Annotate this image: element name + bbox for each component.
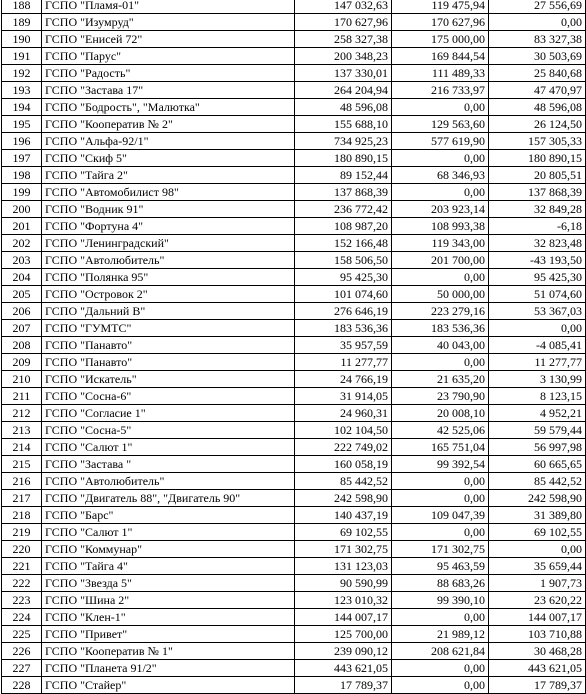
row-number-cell: 217 <box>2 490 42 507</box>
row-number-cell: 196 <box>2 133 42 150</box>
table-row <box>2 507 586 524</box>
amount-total-cell: 48 596,08 <box>295 99 392 116</box>
amount-paid-cell: 175 000,00 <box>392 31 489 48</box>
amount-balance-cell: 4 952,21 <box>489 405 586 422</box>
row-number-cell: 222 <box>2 575 42 592</box>
table-row <box>2 592 586 609</box>
amount-paid-cell: 0,00 <box>392 524 489 541</box>
row-number-cell: 211 <box>2 388 42 405</box>
cooperative-name-cell: ГСПО "Водник 91" <box>42 201 295 218</box>
table-row <box>2 218 586 235</box>
amount-paid-cell: 99 392,54 <box>392 456 489 473</box>
amount-total-cell: 89 152,44 <box>295 167 392 184</box>
row-number-cell: 201 <box>2 218 42 235</box>
amount-balance-cell: -43 193,50 <box>489 252 586 269</box>
table-row <box>2 558 586 575</box>
amount-total-cell: 137 330,01 <box>295 65 392 82</box>
amount-total-cell: 200 348,23 <box>295 48 392 65</box>
table-row <box>2 99 586 116</box>
row-number-cell: 215 <box>2 456 42 473</box>
amount-paid-cell: 0,00 <box>392 490 489 507</box>
amount-balance-cell: 32 823,48 <box>489 235 586 252</box>
amount-total-cell: 24 960,31 <box>295 405 392 422</box>
row-number-cell: 195 <box>2 116 42 133</box>
amount-paid-cell: 208 621,84 <box>392 643 489 660</box>
amount-paid-cell: 88 683,26 <box>392 575 489 592</box>
cooperative-name-cell: ГСПО "Привет" <box>42 626 295 643</box>
table-row <box>2 371 586 388</box>
amount-total-cell: 131 123,03 <box>295 558 392 575</box>
cooperative-name-cell: ГСПО "Полянка 95" <box>42 269 295 286</box>
cooperative-name-cell: ГСПО "Барс" <box>42 507 295 524</box>
table-row <box>2 439 586 456</box>
cooperative-name-cell: ГСПО "Фортуна 4" <box>42 218 295 235</box>
amount-total-cell: 125 700,00 <box>295 626 392 643</box>
row-number-cell: 228 <box>2 677 42 694</box>
table-row <box>2 235 586 252</box>
row-number-cell: 208 <box>2 337 42 354</box>
amount-total-cell: 95 425,30 <box>295 269 392 286</box>
amount-total-cell: 158 506,50 <box>295 252 392 269</box>
cooperative-name-cell: ГСПО "Искатель" <box>42 371 295 388</box>
cooperative-name-cell: ГСПО "Бодрость", "Малютка" <box>42 99 295 116</box>
table-row <box>2 133 586 150</box>
amount-balance-cell: 443 621,05 <box>489 660 586 677</box>
row-number-cell: 220 <box>2 541 42 558</box>
amount-paid-cell: 170 627,96 <box>392 14 489 31</box>
table-row <box>2 150 586 167</box>
amount-paid-cell: 216 733,97 <box>392 82 489 99</box>
amount-total-cell: 242 598,90 <box>295 490 392 507</box>
amount-paid-cell: 99 390,10 <box>392 592 489 609</box>
amount-paid-cell: 165 751,04 <box>392 439 489 456</box>
row-number-cell: 203 <box>2 252 42 269</box>
table-row <box>2 456 586 473</box>
amount-balance-cell: 20 805,51 <box>489 167 586 184</box>
cooperative-name-cell: ГСПО "Автолюбитель" <box>42 473 295 490</box>
amount-total-cell: 123 010,32 <box>295 592 392 609</box>
amount-balance-cell: 30 503,69 <box>489 48 586 65</box>
amount-balance-cell: 56 997,98 <box>489 439 586 456</box>
amount-paid-cell: 111 489,33 <box>392 65 489 82</box>
table-row <box>2 422 586 439</box>
cooperative-name-cell: ГСПО "Тайга 2" <box>42 167 295 184</box>
table-row <box>2 269 586 286</box>
table-row <box>2 643 586 660</box>
cooperative-name-cell: ГСПО "Салют 1" <box>42 439 295 456</box>
cooperative-name-cell: ГСПО "Альфа-92/1" <box>42 133 295 150</box>
row-number-cell: 188 <box>2 0 42 14</box>
amount-balance-cell: 0,00 <box>489 14 586 31</box>
amount-balance-cell: 32 849,28 <box>489 201 586 218</box>
table-row <box>2 354 586 371</box>
amount-balance-cell: 85 442,52 <box>489 473 586 490</box>
row-number-cell: 190 <box>2 31 42 48</box>
table-row <box>2 286 586 303</box>
amount-total-cell: 152 166,48 <box>295 235 392 252</box>
cooperative-name-cell: ГСПО "Застава " <box>42 456 295 473</box>
cooperative-name-cell: ГСПО "Коммунар" <box>42 541 295 558</box>
amount-paid-cell: 0,00 <box>392 150 489 167</box>
amount-balance-cell: 35 659,44 <box>489 558 586 575</box>
amount-balance-cell: 11 277,77 <box>489 354 586 371</box>
cooperative-name-cell: ГСПО "Сосна-6" <box>42 388 295 405</box>
amount-total-cell: 35 957,59 <box>295 337 392 354</box>
row-number-cell: 223 <box>2 592 42 609</box>
row-number-cell: 213 <box>2 422 42 439</box>
row-number-cell: 192 <box>2 65 42 82</box>
amount-total-cell: 90 590,99 <box>295 575 392 592</box>
table-row <box>2 252 586 269</box>
table-body <box>2 0 586 694</box>
amount-total-cell: 147 032,63 <box>295 0 392 14</box>
amount-total-cell: 443 621,05 <box>295 660 392 677</box>
amount-balance-cell: 144 007,17 <box>489 609 586 626</box>
table-row <box>2 31 586 48</box>
amount-paid-cell: 129 563,60 <box>392 116 489 133</box>
amount-paid-cell: 23 790,90 <box>392 388 489 405</box>
cooperative-name-cell: ГСПО "Панавто" <box>42 354 295 371</box>
row-number-cell: 193 <box>2 82 42 99</box>
amount-total-cell: 140 437,19 <box>295 507 392 524</box>
table-row <box>2 626 586 643</box>
amount-total-cell: 11 277,77 <box>295 354 392 371</box>
amount-total-cell: 144 007,17 <box>295 609 392 626</box>
table-row <box>2 660 586 677</box>
amount-total-cell: 171 302,75 <box>295 541 392 558</box>
amount-paid-cell: 109 047,39 <box>392 507 489 524</box>
row-number-cell: 194 <box>2 99 42 116</box>
table-row <box>2 524 586 541</box>
amount-total-cell: 85 442,52 <box>295 473 392 490</box>
cooperative-name-cell: ГСПО "Планета 91/2" <box>42 660 295 677</box>
amount-balance-cell: 51 074,60 <box>489 286 586 303</box>
row-number-cell: 204 <box>2 269 42 286</box>
amount-paid-cell: 119 343,00 <box>392 235 489 252</box>
amount-balance-cell: 0,00 <box>489 320 586 337</box>
cooperative-name-cell: ГСПО "Автолюбитель" <box>42 252 295 269</box>
table-row <box>2 184 586 201</box>
amount-paid-cell: 201 700,00 <box>392 252 489 269</box>
amount-paid-cell: 68 346,93 <box>392 167 489 184</box>
cooperative-name-cell: ГСПО "ГУМТС" <box>42 320 295 337</box>
amount-paid-cell: 183 536,36 <box>392 320 489 337</box>
amount-paid-cell: 108 993,38 <box>392 218 489 235</box>
amount-balance-cell: 27 556,69 <box>489 0 586 14</box>
row-number-cell: 198 <box>2 167 42 184</box>
amount-paid-cell: 95 463,59 <box>392 558 489 575</box>
cooperative-name-cell: ГСПО "Шина 2" <box>42 592 295 609</box>
cooperative-name-cell: ГСПО "Клен-1" <box>42 609 295 626</box>
amount-total-cell: 137 868,39 <box>295 184 392 201</box>
table-row <box>2 388 586 405</box>
amount-balance-cell: 59 579,44 <box>489 422 586 439</box>
amount-paid-cell: 0,00 <box>392 184 489 201</box>
row-number-cell: 209 <box>2 354 42 371</box>
amount-total-cell: 222 749,02 <box>295 439 392 456</box>
cooperative-name-cell: ГСПО "Стайер" <box>42 677 295 694</box>
amount-balance-cell: 60 665,65 <box>489 456 586 473</box>
cooperatives-table <box>1 0 586 694</box>
amount-total-cell: 101 074,60 <box>295 286 392 303</box>
amount-total-cell: 160 058,19 <box>295 456 392 473</box>
table-row <box>2 82 586 99</box>
amount-total-cell: 17 789,37 <box>295 677 392 694</box>
amount-balance-cell: 47 470,97 <box>489 82 586 99</box>
amount-total-cell: 170 627,96 <box>295 14 392 31</box>
cooperative-name-cell: ГСПО "Тайга 4" <box>42 558 295 575</box>
amount-total-cell: 264 204,94 <box>295 82 392 99</box>
table-row <box>2 116 586 133</box>
row-number-cell: 219 <box>2 524 42 541</box>
row-number-cell: 197 <box>2 150 42 167</box>
cooperative-name-cell: ГСПО "Пламя-01" <box>42 0 295 14</box>
cooperative-name-cell: ГСПО "Застава 17" <box>42 82 295 99</box>
row-number-cell: 189 <box>2 14 42 31</box>
amount-balance-cell: 17 789,37 <box>489 677 586 694</box>
cooperative-name-cell: ГСПО "Автомобилист 98" <box>42 184 295 201</box>
amount-total-cell: 31 914,05 <box>295 388 392 405</box>
row-number-cell: 226 <box>2 643 42 660</box>
amount-balance-cell: -4 085,41 <box>489 337 586 354</box>
cooperative-name-cell: ГСПО "Звезда 5" <box>42 575 295 592</box>
row-number-cell: 218 <box>2 507 42 524</box>
table-row <box>2 490 586 507</box>
amount-paid-cell: 223 279,16 <box>392 303 489 320</box>
cooperative-name-cell: ГСПО "Согласие 1" <box>42 405 295 422</box>
amount-paid-cell: 0,00 <box>392 269 489 286</box>
table-row <box>2 320 586 337</box>
amount-paid-cell: 0,00 <box>392 473 489 490</box>
amount-balance-cell: 48 596,08 <box>489 99 586 116</box>
amount-total-cell: 258 327,38 <box>295 31 392 48</box>
table-row <box>2 473 586 490</box>
table-row <box>2 201 586 218</box>
table-row <box>2 541 586 558</box>
amount-balance-cell: 242 598,90 <box>489 490 586 507</box>
cooperative-name-cell: ГСПО "Ленинградский" <box>42 235 295 252</box>
cooperative-name-cell: ГСПО "Енисей 72" <box>42 31 295 48</box>
row-number-cell: 207 <box>2 320 42 337</box>
amount-balance-cell: 25 840,68 <box>489 65 586 82</box>
cooperative-name-cell: ГСПО "Дальний В" <box>42 303 295 320</box>
row-number-cell: 202 <box>2 235 42 252</box>
cooperative-name-cell: ГСПО "Островок 2" <box>42 286 295 303</box>
table-row <box>2 609 586 626</box>
amount-paid-cell: 40 043,00 <box>392 337 489 354</box>
amount-paid-cell: 577 619,90 <box>392 133 489 150</box>
amount-paid-cell: 119 475,94 <box>392 0 489 14</box>
amount-total-cell: 102 104,50 <box>295 422 392 439</box>
amount-total-cell: 276 646,19 <box>295 303 392 320</box>
cooperative-name-cell: ГСПО "Кооператив № 1" <box>42 643 295 660</box>
row-number-cell: 200 <box>2 201 42 218</box>
amount-paid-cell: 0,00 <box>392 609 489 626</box>
amount-paid-cell: 169 844,54 <box>392 48 489 65</box>
amount-paid-cell: 171 302,75 <box>392 541 489 558</box>
amount-total-cell: 155 688,10 <box>295 116 392 133</box>
amount-balance-cell: 3 130,99 <box>489 371 586 388</box>
row-number-cell: 199 <box>2 184 42 201</box>
amount-paid-cell: 21 989,12 <box>392 626 489 643</box>
table-row <box>2 677 586 694</box>
amount-balance-cell: 69 102,55 <box>489 524 586 541</box>
amount-balance-cell: 23 620,22 <box>489 592 586 609</box>
cooperative-name-cell: ГСПО "Скиф 5" <box>42 150 295 167</box>
amount-balance-cell: 137 868,39 <box>489 184 586 201</box>
table-row <box>2 48 586 65</box>
row-number-cell: 210 <box>2 371 42 388</box>
amount-balance-cell: 0,00 <box>489 541 586 558</box>
cooperative-name-cell: ГСПО "Панавто" <box>42 337 295 354</box>
row-number-cell: 221 <box>2 558 42 575</box>
cooperative-name-cell: ГСПО "Парус" <box>42 48 295 65</box>
amount-total-cell: 239 090,12 <box>295 643 392 660</box>
cooperative-name-cell: ГСПО "Изумруд" <box>42 14 295 31</box>
amount-total-cell: 180 890,15 <box>295 150 392 167</box>
amount-balance-cell: 53 367,03 <box>489 303 586 320</box>
table-row <box>2 0 586 14</box>
row-number-cell: 191 <box>2 48 42 65</box>
amount-paid-cell: 0,00 <box>392 99 489 116</box>
amount-balance-cell: 180 890,15 <box>489 150 586 167</box>
cooperative-name-cell: ГСПО "Салют 1" <box>42 524 295 541</box>
row-number-cell: 224 <box>2 609 42 626</box>
amount-paid-cell: 203 923,14 <box>392 201 489 218</box>
amount-balance-cell: 1 907,73 <box>489 575 586 592</box>
amount-balance-cell: 157 305,33 <box>489 133 586 150</box>
amount-total-cell: 24 766,19 <box>295 371 392 388</box>
amount-total-cell: 69 102,55 <box>295 524 392 541</box>
amount-paid-cell: 0,00 <box>392 677 489 694</box>
amount-paid-cell: 42 525,06 <box>392 422 489 439</box>
amount-balance-cell: 31 389,80 <box>489 507 586 524</box>
row-number-cell: 225 <box>2 626 42 643</box>
table-row <box>2 14 586 31</box>
amount-total-cell: 183 536,36 <box>295 320 392 337</box>
amount-balance-cell: -6,18 <box>489 218 586 235</box>
amount-paid-cell: 0,00 <box>392 660 489 677</box>
amount-balance-cell: 26 124,50 <box>489 116 586 133</box>
amount-paid-cell: 50 000,00 <box>392 286 489 303</box>
table-row <box>2 337 586 354</box>
amount-total-cell: 108 987,20 <box>295 218 392 235</box>
amount-paid-cell: 0,00 <box>392 354 489 371</box>
amount-total-cell: 734 925,23 <box>295 133 392 150</box>
cooperative-name-cell: ГСПО "Кооператив № 2" <box>42 116 295 133</box>
row-number-cell: 216 <box>2 473 42 490</box>
amount-total-cell: 236 772,42 <box>295 201 392 218</box>
cooperative-name-cell: ГСПО "Радость" <box>42 65 295 82</box>
amount-balance-cell: 83 327,38 <box>489 31 586 48</box>
table-row <box>2 167 586 184</box>
row-number-cell: 214 <box>2 439 42 456</box>
amount-balance-cell: 95 425,30 <box>489 269 586 286</box>
table-row <box>2 405 586 422</box>
row-number-cell: 212 <box>2 405 42 422</box>
table-row <box>2 65 586 82</box>
amount-balance-cell: 103 710,88 <box>489 626 586 643</box>
row-number-cell: 206 <box>2 303 42 320</box>
amount-balance-cell: 30 468,28 <box>489 643 586 660</box>
table-row <box>2 575 586 592</box>
amount-balance-cell: 8 123,15 <box>489 388 586 405</box>
table-row <box>2 303 586 320</box>
row-number-cell: 227 <box>2 660 42 677</box>
amount-paid-cell: 20 008,10 <box>392 405 489 422</box>
row-number-cell: 205 <box>2 286 42 303</box>
amount-paid-cell: 21 635,20 <box>392 371 489 388</box>
cooperative-name-cell: ГСПО "Сосна-5" <box>42 422 295 439</box>
cooperative-name-cell: ГСПО "Двигатель 88", "Двигатель 90" <box>42 490 295 507</box>
